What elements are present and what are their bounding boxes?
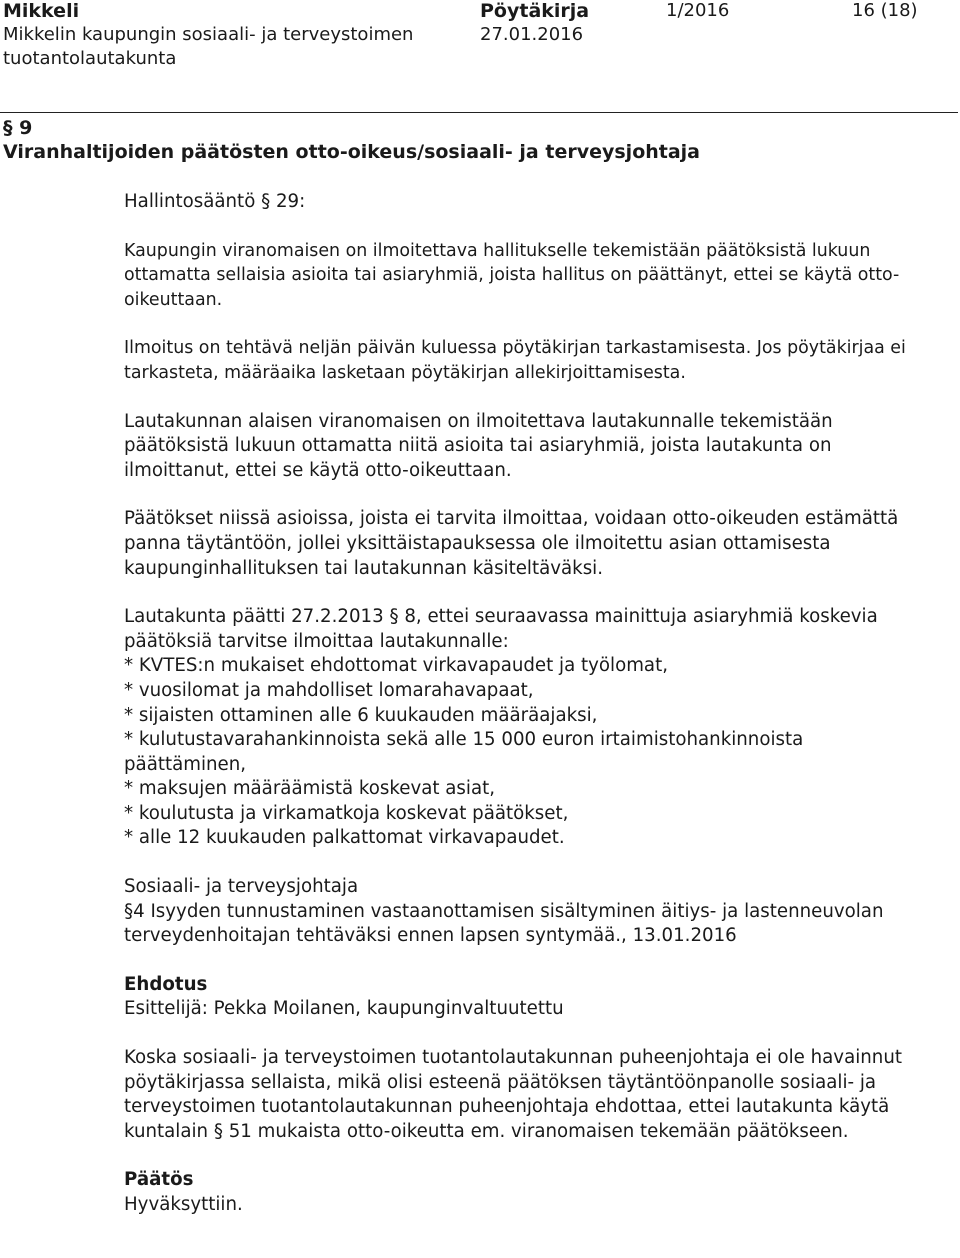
paatos-heading: Päätös <box>124 1169 194 1191</box>
list-item: * koulutusta ja virkamatkoja koskevat päätökset, <box>124 802 569 824</box>
section-number: § 9 <box>3 117 33 139</box>
page-number: 16 (18) <box>852 0 918 21</box>
decision-list-intro: Lautakunta päätti 27.2.2013 § 8, ettei seuraavassa mainittuja asiaryhmiä koskevia päätöksiä tarvitse ilmoittaa lautakunnalle: <box>124 606 878 652</box>
list-item: * maksujen määräämistä koskevat asiat, <box>124 778 496 800</box>
meeting-date: 27.01.2016 <box>480 24 584 45</box>
hallintosaanto-reference: Hallintosääntö § 29: <box>124 191 306 212</box>
header-divider <box>0 112 958 113</box>
list-item: * vuosilomat ja mahdolliset lomarahavapaat, <box>124 679 534 701</box>
paragraph-2: Ilmoitus on tehtävä neljän päivän kuluessa pöytäkirjan tarkastamisesta. Jos pöytäkirjaa ei tarkasteta, määräaika lasketaan pöytäkirjan allekirjoittamisesta. <box>124 338 906 383</box>
org-subtitle-line2: tuotantolautakunta <box>3 48 177 69</box>
sotejohtaja-heading: Sosiaali- ja terveysjohtaja <box>124 876 359 898</box>
ehdotus-heading: Ehdotus <box>124 973 208 995</box>
sotejohtaja-decision: §4 Isyyden tunnustaminen vastaanottamisen sisältyminen äitiys- ja lastenneuvolan terveydenhoitajan tehtäväksi ennen lapsen syntymää., 13.01.2016 <box>124 900 884 947</box>
document-body <box>124 190 914 1218</box>
list-item: * alle 12 kuukauden palkattomat virkavapaudet. <box>124 827 565 849</box>
paragraph-4: Päätökset niissä asioissa, joista ei tarvita ilmoittaa, voidaan otto-oikeuden estämättä panna täytäntöön, jollei yksittäistapauksessa ole ilmoitettu asian ottamisesta kaupunginhallituksen tai lautakunnan käsiteltäväksi. <box>124 508 899 579</box>
esittelija-line: Esittelijä: Pekka Moilanen, kaupunginvaltuutettu <box>124 998 564 1020</box>
paatos-text: Hyväksyttiin. <box>124 1194 243 1215</box>
paragraph-6: Koska sosiaali- ja terveystoimen tuotantolautakunnan puheenjohtaja ei ole havainnut pöytäkirjassa sellaista, mikä olisi esteenä päätöksen täytäntöönpanolle sosiaali- ja terveystoimen tuotantolautakunnan puheenjohtaja ehdottaa, ettei lautakunta käytä kuntalain § 51 mukaista otto-oikeutta em. viranomaisen tekemään päätökseen. <box>124 1047 902 1142</box>
org-subtitle-line1: Mikkelin kaupungin sosiaali- ja terveystoimen <box>3 24 414 45</box>
list-item: * kulutustavarahankinnoista sekä alle 15 000 euron irtaimistohankinnoista päättäminen, <box>124 729 804 775</box>
list-item: * sijaisten ottaminen alle 6 kuukauden määräajaksi, <box>124 704 598 726</box>
section-title: Viranhaltijoiden päätösten otto-oikeus/sosiaali- ja terveysjohtaja <box>3 141 701 163</box>
issue-number: 1/2016 <box>666 0 730 21</box>
paragraph-3: Lautakunnan alaisen viranomaisen on ilmoitettava lautakunnalle tekemistään päätöksistä lukuun ottamatta niitä asioita tai asiaryhmiä, joista lautakunta on ilmoittanut, ettei se käytä otto-oikeuttaan. <box>124 410 833 481</box>
org-name: Mikkeli <box>3 0 80 22</box>
document-type: Pöytäkirja <box>480 0 590 22</box>
paragraph-1: Kaupungin viranomaisen on ilmoitettava hallitukselle tekemistään päätöksistä lukuun ottamatta sellaisia asioita tai asiaryhmiä, joista hallitus on päättänyt, ettei se käytä otto-oikeuttaan. <box>124 240 900 310</box>
list-item: * KVTES:n mukaiset ehdottomat virkavapaudet ja työlomat, <box>124 655 668 677</box>
